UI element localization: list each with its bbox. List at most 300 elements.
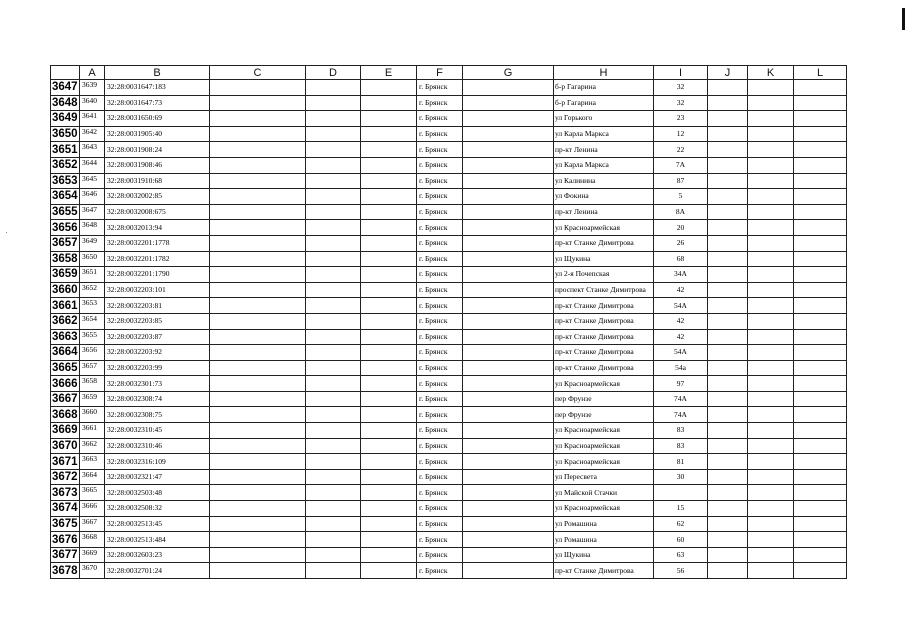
cell-f-city: г. Брянск [417, 563, 463, 579]
cell-i-house: 83 [654, 438, 708, 454]
cell-h-street: б-р Гагарина [554, 95, 654, 111]
cell-l [794, 142, 847, 158]
cell-h-street: пр-кт Станке Димитрова [554, 235, 654, 251]
cell-b-cadastral-number: 32:28:0032316:109 [105, 454, 210, 470]
cell-b-cadastral-number: 32:28:0031905:40 [105, 126, 210, 142]
cell-b-cadastral-number: 32:28:0031647:73 [105, 95, 210, 111]
cell-f-city: г. Брянск [417, 111, 463, 127]
spreadsheet-table [50, 65, 847, 579]
cell-c [210, 376, 306, 392]
cell-b-cadastral-number: 32:28:0032203:85 [105, 313, 210, 329]
cell-c [210, 438, 306, 454]
cell-l [794, 267, 847, 283]
cell-k [748, 485, 794, 501]
cell-k [748, 267, 794, 283]
cell-d [306, 547, 361, 563]
cell-g [463, 95, 554, 111]
cell-f-city: г. Брянск [417, 345, 463, 361]
cell-e [361, 360, 417, 376]
cell-i-house: 60 [654, 532, 708, 548]
cell-a: 3666 [80, 501, 105, 517]
cell-f-city: г. Брянск [417, 80, 463, 96]
row-number: 3651 [52, 143, 78, 156]
cell-l [794, 516, 847, 532]
cell-b-cadastral-number: 32:28:0032508:32 [105, 501, 210, 517]
cell-a: 3664 [80, 469, 105, 485]
cell-e [361, 298, 417, 314]
cell-h-street: ул Красноармейская [554, 438, 654, 454]
cell-k [748, 547, 794, 563]
cell-b-cadastral-number: 32:28:0032203:92 [105, 345, 210, 361]
row-number: 3667 [52, 393, 78, 406]
cell-l [794, 360, 847, 376]
cell-e [361, 501, 417, 517]
cell-e [361, 126, 417, 142]
cell-d [306, 220, 361, 236]
cell-d [306, 345, 361, 361]
row-number: 3650 [52, 128, 78, 141]
cell-j [708, 454, 748, 470]
cell-b-cadastral-number: 32:28:0032603:23 [105, 547, 210, 563]
cell-i-house: 42 [654, 329, 708, 345]
cell-k [748, 532, 794, 548]
cell-c [210, 469, 306, 485]
cell-j [708, 80, 748, 96]
cell-g [463, 235, 554, 251]
cell-e [361, 80, 417, 96]
cell-f-city: г. Брянск [417, 313, 463, 329]
table-row [51, 376, 847, 392]
cell-g [463, 438, 554, 454]
cell-l [794, 423, 847, 439]
row-number: 3672 [52, 471, 78, 484]
cell-i-house: 74А [654, 391, 708, 407]
cell-e [361, 157, 417, 173]
cell-b-cadastral-number: 32:28:0032201:1790 [105, 267, 210, 283]
cell-a: 3649 [80, 235, 105, 251]
column-header-h: H [554, 66, 654, 80]
cell-k [748, 142, 794, 158]
cell-i-house: 87 [654, 173, 708, 189]
cell-i-house: 54а [654, 360, 708, 376]
cell-k [748, 282, 794, 298]
cell-e [361, 547, 417, 563]
cell-k [748, 204, 794, 220]
cell-h-street: ул 2-я Почепская [554, 267, 654, 283]
cell-a: 3658 [80, 376, 105, 392]
cell-a: 3667 [80, 516, 105, 532]
cell-c [210, 345, 306, 361]
cell-d [306, 376, 361, 392]
cell-l [794, 189, 847, 205]
cell-c [210, 173, 306, 189]
cell-g [463, 282, 554, 298]
cell-a: 3651 [80, 267, 105, 283]
cell-c [210, 391, 306, 407]
cell-f-city: г. Брянск [417, 516, 463, 532]
cell-a: 3650 [80, 251, 105, 267]
cell-c [210, 251, 306, 267]
cell-i-house: 74А [654, 407, 708, 423]
cell-g [463, 423, 554, 439]
table-row [51, 438, 847, 454]
cell-l [794, 235, 847, 251]
cell-i-house: 12 [654, 126, 708, 142]
cell-g [463, 547, 554, 563]
cell-b-cadastral-number: 32:28:0032310:46 [105, 438, 210, 454]
cell-b-cadastral-number: 32:28:0031908:24 [105, 142, 210, 158]
cell-f-city: г. Брянск [417, 298, 463, 314]
cell-e [361, 454, 417, 470]
row-number: 3662 [52, 315, 78, 328]
cell-h-street: ул Ромашина [554, 516, 654, 532]
row-number: 3663 [52, 330, 78, 343]
cell-c [210, 501, 306, 517]
cell-b-cadastral-number: 32:28:0032203:99 [105, 360, 210, 376]
cell-d [306, 173, 361, 189]
cell-i-house: 26 [654, 235, 708, 251]
cell-b-cadastral-number: 32:28:0032701:24 [105, 563, 210, 579]
column-header-k: K [748, 66, 794, 80]
cell-c [210, 454, 306, 470]
cell-d [306, 391, 361, 407]
cell-f-city: г. Брянск [417, 391, 463, 407]
cell-b-cadastral-number: 32:28:0032002:85 [105, 189, 210, 205]
cell-j [708, 376, 748, 392]
cell-g [463, 345, 554, 361]
cell-g [463, 220, 554, 236]
cell-l [794, 251, 847, 267]
cell-l [794, 204, 847, 220]
table-row [51, 95, 847, 111]
cell-j [708, 516, 748, 532]
cell-h-street: ул Щукина [554, 547, 654, 563]
table-row [51, 391, 847, 407]
row-number: 3648 [52, 96, 78, 109]
table-row [51, 189, 847, 205]
cell-e [361, 391, 417, 407]
cell-a: 3659 [80, 391, 105, 407]
cell-k [748, 454, 794, 470]
cell-a: 3665 [80, 485, 105, 501]
row-number: 3666 [52, 377, 78, 390]
cell-a: 3646 [80, 189, 105, 205]
cell-f-city: г. Брянск [417, 189, 463, 205]
cell-j [708, 313, 748, 329]
cell-i-house: 8А [654, 204, 708, 220]
cell-c [210, 189, 306, 205]
cell-l [794, 80, 847, 96]
cell-l [794, 95, 847, 111]
cell-l [794, 298, 847, 314]
table-row [51, 220, 847, 236]
cell-h-street: ул Горького [554, 111, 654, 127]
cell-a: 3670 [80, 563, 105, 579]
cell-k [748, 360, 794, 376]
table-row [51, 563, 847, 579]
cell-e [361, 282, 417, 298]
cell-j [708, 282, 748, 298]
cell-i-house: 97 [654, 376, 708, 392]
cell-e [361, 423, 417, 439]
cell-e [361, 438, 417, 454]
cell-a: 3657 [80, 360, 105, 376]
column-header-c: C [210, 66, 306, 80]
cell-g [463, 485, 554, 501]
cell-f-city: г. Брянск [417, 220, 463, 236]
cell-k [748, 126, 794, 142]
cell-l [794, 407, 847, 423]
cell-c [210, 563, 306, 579]
cell-e [361, 251, 417, 267]
cell-e [361, 173, 417, 189]
cell-a: 3656 [80, 345, 105, 361]
cell-e [361, 329, 417, 345]
cell-l [794, 501, 847, 517]
cell-b-cadastral-number: 32:28:0031647:183 [105, 80, 210, 96]
cell-f-city: г. Брянск [417, 95, 463, 111]
table-row [51, 345, 847, 361]
cell-j [708, 563, 748, 579]
cell-f-city: г. Брянск [417, 282, 463, 298]
cell-a: 3641 [80, 111, 105, 127]
cell-b-cadastral-number: 32:28:0032308:74 [105, 391, 210, 407]
row-number: 3649 [52, 112, 78, 125]
cell-e [361, 469, 417, 485]
cell-c [210, 407, 306, 423]
cell-j [708, 95, 748, 111]
cell-d [306, 454, 361, 470]
cell-b-cadastral-number: 32:28:0031910:68 [105, 173, 210, 189]
cell-d [306, 563, 361, 579]
cell-f-city: г. Брянск [417, 142, 463, 158]
cell-c [210, 485, 306, 501]
cell-g [463, 376, 554, 392]
cell-b-cadastral-number: 32:28:0032008:675 [105, 204, 210, 220]
cell-g [463, 298, 554, 314]
cell-f-city: г. Брянск [417, 157, 463, 173]
table-row [51, 126, 847, 142]
cell-d [306, 189, 361, 205]
table-row [51, 157, 847, 173]
cell-j [708, 142, 748, 158]
table-row [51, 267, 847, 283]
cell-j [708, 251, 748, 267]
cell-k [748, 376, 794, 392]
cell-k [748, 251, 794, 267]
cell-g [463, 80, 554, 96]
cell-j [708, 469, 748, 485]
cell-a: 3661 [80, 423, 105, 439]
row-number: 3655 [52, 206, 78, 219]
cell-g [463, 407, 554, 423]
cell-j [708, 173, 748, 189]
cell-a: 3642 [80, 126, 105, 142]
cell-g [463, 111, 554, 127]
row-number: 3657 [52, 237, 78, 250]
column-header-d: D [306, 66, 361, 80]
cell-h-street: пер Фрунзе [554, 407, 654, 423]
table-row [51, 282, 847, 298]
cell-j [708, 204, 748, 220]
row-number: 3673 [52, 486, 78, 499]
cell-l [794, 111, 847, 127]
cell-g [463, 157, 554, 173]
cell-k [748, 469, 794, 485]
cell-c [210, 111, 306, 127]
row-number: 3659 [52, 268, 78, 281]
table-row [51, 298, 847, 314]
row-number: 3652 [52, 159, 78, 172]
cell-e [361, 235, 417, 251]
column-header-l: L [794, 66, 847, 80]
cell-e [361, 204, 417, 220]
table-row [51, 485, 847, 501]
cell-a: 3644 [80, 157, 105, 173]
cell-d [306, 313, 361, 329]
cell-f-city: г. Брянск [417, 251, 463, 267]
cell-f-city: г. Брянск [417, 360, 463, 376]
cell-a: 3647 [80, 204, 105, 220]
cell-h-street: ул Красноармейская [554, 501, 654, 517]
cell-f-city: г. Брянск [417, 329, 463, 345]
cell-l [794, 345, 847, 361]
cell-a: 3662 [80, 438, 105, 454]
cell-j [708, 360, 748, 376]
cell-h-street: б-р Гагарина [554, 80, 654, 96]
table-row [51, 142, 847, 158]
cell-k [748, 563, 794, 579]
table-row [51, 547, 847, 563]
cell-i-house: 63 [654, 547, 708, 563]
cell-d [306, 126, 361, 142]
cell-d [306, 423, 361, 439]
cell-k [748, 298, 794, 314]
row-number: 3668 [52, 408, 78, 421]
cell-i-house: 54А [654, 345, 708, 361]
cell-j [708, 407, 748, 423]
cell-d [306, 111, 361, 127]
cell-b-cadastral-number: 32:28:0032201:1782 [105, 251, 210, 267]
cell-j [708, 547, 748, 563]
cell-e [361, 407, 417, 423]
cell-d [306, 80, 361, 96]
cell-f-city: г. Брянск [417, 267, 463, 283]
cell-k [748, 111, 794, 127]
cell-b-cadastral-number: 32:28:0032201:1778 [105, 235, 210, 251]
cell-l [794, 376, 847, 392]
corner-cell [51, 66, 80, 80]
cell-d [306, 438, 361, 454]
table-row [51, 360, 847, 376]
cell-c [210, 360, 306, 376]
table-body [51, 80, 847, 579]
cell-k [748, 516, 794, 532]
cell-c [210, 126, 306, 142]
cell-c [210, 235, 306, 251]
cell-k [748, 345, 794, 361]
cell-k [748, 157, 794, 173]
cell-f-city: г. Брянск [417, 532, 463, 548]
cell-c [210, 423, 306, 439]
cell-k [748, 329, 794, 345]
cell-l [794, 282, 847, 298]
row-number: 3676 [52, 533, 78, 546]
cell-c [210, 142, 306, 158]
cell-d [306, 532, 361, 548]
cell-a: 3640 [80, 95, 105, 111]
cell-l [794, 438, 847, 454]
cell-i-house: 5 [654, 189, 708, 205]
cell-k [748, 313, 794, 329]
cell-h-street: ул Красноармейская [554, 376, 654, 392]
cell-c [210, 329, 306, 345]
cell-b-cadastral-number: 32:28:0031908:46 [105, 157, 210, 173]
cell-h-street: ул Красноармейская [554, 454, 654, 470]
table-row [51, 235, 847, 251]
row-number: 3675 [52, 517, 78, 530]
cell-j [708, 111, 748, 127]
cell-b-cadastral-number: 32:28:0032513:45 [105, 516, 210, 532]
cell-g [463, 501, 554, 517]
row-number: 3656 [52, 221, 78, 234]
cell-k [748, 189, 794, 205]
cell-e [361, 111, 417, 127]
cell-h-street: ул Фокина [554, 189, 654, 205]
row-number: 3654 [52, 190, 78, 203]
cell-d [306, 204, 361, 220]
cell-d [306, 298, 361, 314]
cell-h-street: ул Красноармейская [554, 423, 654, 439]
cell-l [794, 173, 847, 189]
row-number: 3653 [52, 174, 78, 187]
cell-d [306, 407, 361, 423]
table-row [51, 501, 847, 517]
cell-g [463, 173, 554, 189]
cell-j [708, 157, 748, 173]
cell-c [210, 95, 306, 111]
cell-l [794, 485, 847, 501]
cell-c [210, 516, 306, 532]
cell-h-street: пр-кт Станке Димитрова [554, 360, 654, 376]
cell-c [210, 298, 306, 314]
cell-b-cadastral-number: 32:28:0031650:69 [105, 111, 210, 127]
cell-a: 3668 [80, 532, 105, 548]
cell-d [306, 95, 361, 111]
row-number: 3660 [52, 284, 78, 297]
cell-c [210, 80, 306, 96]
cell-i-house: 81 [654, 454, 708, 470]
cell-i-house: 56 [654, 563, 708, 579]
cell-f-city: г. Брянск [417, 485, 463, 501]
row-number: 3677 [52, 549, 78, 562]
cell-j [708, 438, 748, 454]
cell-f-city: г. Брянск [417, 438, 463, 454]
cell-g [463, 251, 554, 267]
cell-c [210, 267, 306, 283]
cell-g [463, 204, 554, 220]
cell-h-street: пр-кт Станке Димитрова [554, 298, 654, 314]
cell-e [361, 376, 417, 392]
cell-g [463, 267, 554, 283]
table-row [51, 313, 847, 329]
cell-b-cadastral-number: 32:28:0032301:73 [105, 376, 210, 392]
cell-l [794, 329, 847, 345]
column-header-e: E [361, 66, 417, 80]
cell-i-house: 54А [654, 298, 708, 314]
cell-a: 3660 [80, 407, 105, 423]
table-row [51, 329, 847, 345]
